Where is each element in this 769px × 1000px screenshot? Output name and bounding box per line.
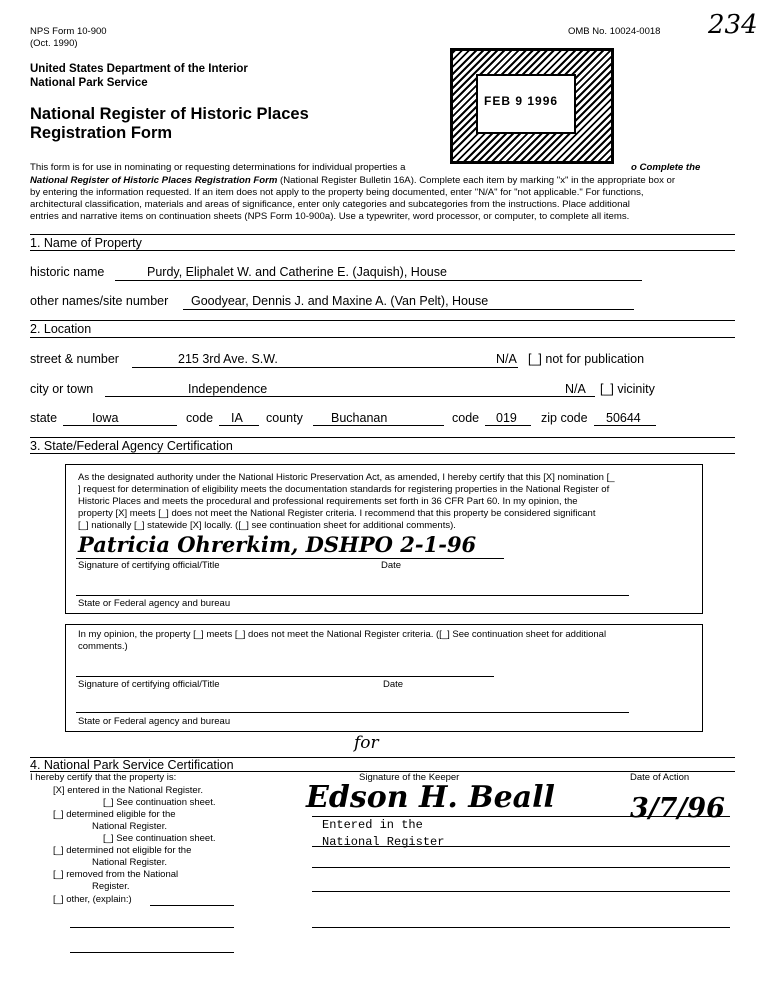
county-value[interactable]: Buchanan (331, 411, 388, 425)
continuation-checkbox-1[interactable]: [_] See continuation sheet. (103, 797, 216, 808)
city-value[interactable]: Independence (188, 382, 268, 396)
stamp-date: FEB 9 1996 (484, 94, 559, 108)
divider (30, 437, 735, 438)
opinion-line-2: comments.) (78, 641, 128, 652)
opinion-line-1: In my opinion, the property [_] meets [_] does not meet the National Register criteria. ([_] See continuation sheet for additional (78, 629, 607, 640)
underline (150, 905, 234, 906)
cert-line-4: property [X] meets [_] does not meet the National Register criteria. I recommend that this property be considered significant (78, 508, 596, 519)
underline (132, 367, 518, 368)
divider (30, 337, 735, 338)
date-label-2: Date (383, 679, 404, 690)
underline (312, 927, 730, 928)
county-code-label: code (452, 411, 480, 425)
street-value[interactable]: 215 3rd Ave. S.W. (178, 352, 278, 366)
signature-label: Signature of certifying official/Title (78, 560, 220, 571)
removed-checkbox[interactable]: [_] removed from the National (53, 869, 179, 880)
county-label: county (266, 411, 303, 425)
form-number: NPS Form 10-900 (30, 26, 107, 37)
county-code-value[interactable]: 019 (496, 411, 517, 425)
underline (312, 867, 730, 868)
determined-not-eligible-text: National Register. (92, 857, 167, 868)
state-code-label: code (186, 411, 214, 425)
underline (105, 396, 595, 397)
underline (76, 676, 494, 677)
divider (30, 250, 735, 251)
divider (30, 320, 735, 321)
cert-line-5: [_] nationally [_] statewide [X] locally. ([_] see continuation sheet for additional comments). (78, 520, 456, 531)
handwritten-number: 234 (708, 10, 758, 40)
form-date: (Oct. 1990) (30, 38, 78, 49)
divider (30, 234, 735, 235)
intro-line-3: by entering the information requested. If an item does not apply to the property being documented, enter "N/A" for "not applicable." For functions, (30, 187, 644, 198)
historic-name-value[interactable]: Purdy, Eliphalet W. and Catherine E. (Jaquish), House (147, 265, 447, 279)
certify-text: I hereby certify that the property is: (30, 772, 177, 783)
section1-heading: 1. Name of Property (30, 236, 142, 250)
street-na: N/A (496, 352, 517, 366)
determined-eligible-checkbox[interactable]: [_] determined eligible for the (53, 809, 176, 820)
removed-text: Register. (92, 881, 130, 892)
state-value[interactable]: Iowa (92, 411, 119, 425)
underline (312, 816, 730, 817)
underline (312, 846, 730, 847)
received-stamp (450, 48, 610, 160)
signature-label-2: Signature of certifying official/Title (78, 679, 220, 690)
intro-line-4: architectural classification, materials and areas of significance, enter only categories and subcategories from the instructions. Place additional (30, 199, 630, 210)
underline (594, 425, 656, 426)
city-na: N/A (565, 382, 586, 396)
underline (312, 891, 730, 892)
vicinity-checkbox[interactable]: [_] vicinity (600, 382, 655, 396)
intro-line-1b: o Complete the (631, 162, 701, 173)
department-name: United States Department of the Interior (30, 63, 248, 75)
underline (313, 425, 444, 426)
zip-value[interactable]: 50644 (606, 411, 641, 425)
section3-heading: 3. State/Federal Agency Certification (30, 439, 233, 453)
underline (76, 712, 629, 713)
omb-number: OMB No. 10024-0018 (568, 26, 661, 37)
form-subtitle: Registration Form (30, 124, 173, 142)
underline (115, 280, 642, 281)
intro-line-2b: (National Register Bulletin 16A). Complete each item by marking "x" in the appropriate box or (280, 175, 676, 186)
cert-line-2: ] request for determination of eligibility meets the documentation standards for registering properties in the National Register of (78, 484, 610, 495)
other-checkbox[interactable]: [_] other, (explain:) (53, 894, 132, 905)
keeper-for: for (354, 733, 379, 753)
underline (70, 952, 234, 953)
underline (183, 309, 634, 310)
cert-line-3: Historic Places and meets the procedural and professional requirements set forth in 36 CFR Part 60. In my opinion, the (78, 496, 578, 507)
continuation-checkbox-2[interactable]: [_] See continuation sheet. (103, 833, 216, 844)
agency-label: State or Federal agency and bureau (78, 598, 231, 609)
underline (70, 927, 234, 928)
zip-label: zip code (541, 411, 588, 425)
agency-label-2: State or Federal agency and bureau (78, 716, 231, 727)
section2-heading: 2. Location (30, 322, 92, 336)
other-names-value[interactable]: Goodyear, Dennis J. and Maxine A. (Van Pelt), House (191, 294, 489, 308)
historic-name-label: historic name (30, 265, 105, 279)
underline (63, 425, 177, 426)
street-label: street & number (30, 352, 119, 366)
intro-line-2a: National Register of Historic Places Registration Form (30, 175, 278, 186)
intro-line-5: entries and narrative items on continuation sheets (NPS Form 10-900a). Use a typewriter, word processor, or computer, to complete all items. (30, 211, 630, 222)
date-of-action-label: Date of Action (630, 772, 690, 783)
entered-stamp-line-2: National Register (322, 835, 445, 849)
intro-line-2 (30, 175, 675, 186)
determined-not-eligible-checkbox[interactable]: [_] determined not eligible for the (53, 845, 192, 856)
underline (485, 425, 531, 426)
underline (76, 595, 629, 596)
intro-line-1 (30, 162, 405, 173)
city-label: city or town (30, 382, 94, 396)
date-label: Date (381, 560, 402, 571)
keeper-signature: Edson H. Beall (306, 780, 555, 815)
intro-line-1a: This form is for use in nominating or requesting determinations for individual properties a (30, 162, 406, 173)
service-name: National Park Service (30, 77, 148, 89)
certifying-signature: Patricia Ohrerkim, DSHPO 2-1-96 (78, 532, 477, 557)
determined-eligible-text: National Register. (92, 821, 167, 832)
divider (30, 453, 735, 454)
state-code-value[interactable]: IA (231, 411, 243, 425)
cert-line-1: As the designated authority under the National Historic Preservation Act, as amended, I hereby certify that this [X] nomination [_ (78, 472, 615, 483)
not-for-publication-checkbox[interactable]: [_] not for publication (528, 352, 645, 366)
entered-stamp-line-1: Entered in the (322, 818, 423, 832)
underline (76, 558, 504, 559)
other-names-label: other names/site number (30, 294, 169, 308)
section4-heading: 4. National Park Service Certification (30, 758, 234, 772)
keeper-signature-label: Signature of the Keeper (359, 772, 460, 783)
form-title: National Register of Historic Places (30, 105, 309, 123)
entered-checkbox[interactable]: [X] entered in the National Register. (53, 785, 203, 796)
date-of-action-value: 3/7/96 (630, 793, 725, 824)
underline (219, 425, 259, 426)
state-label: state (30, 411, 58, 425)
